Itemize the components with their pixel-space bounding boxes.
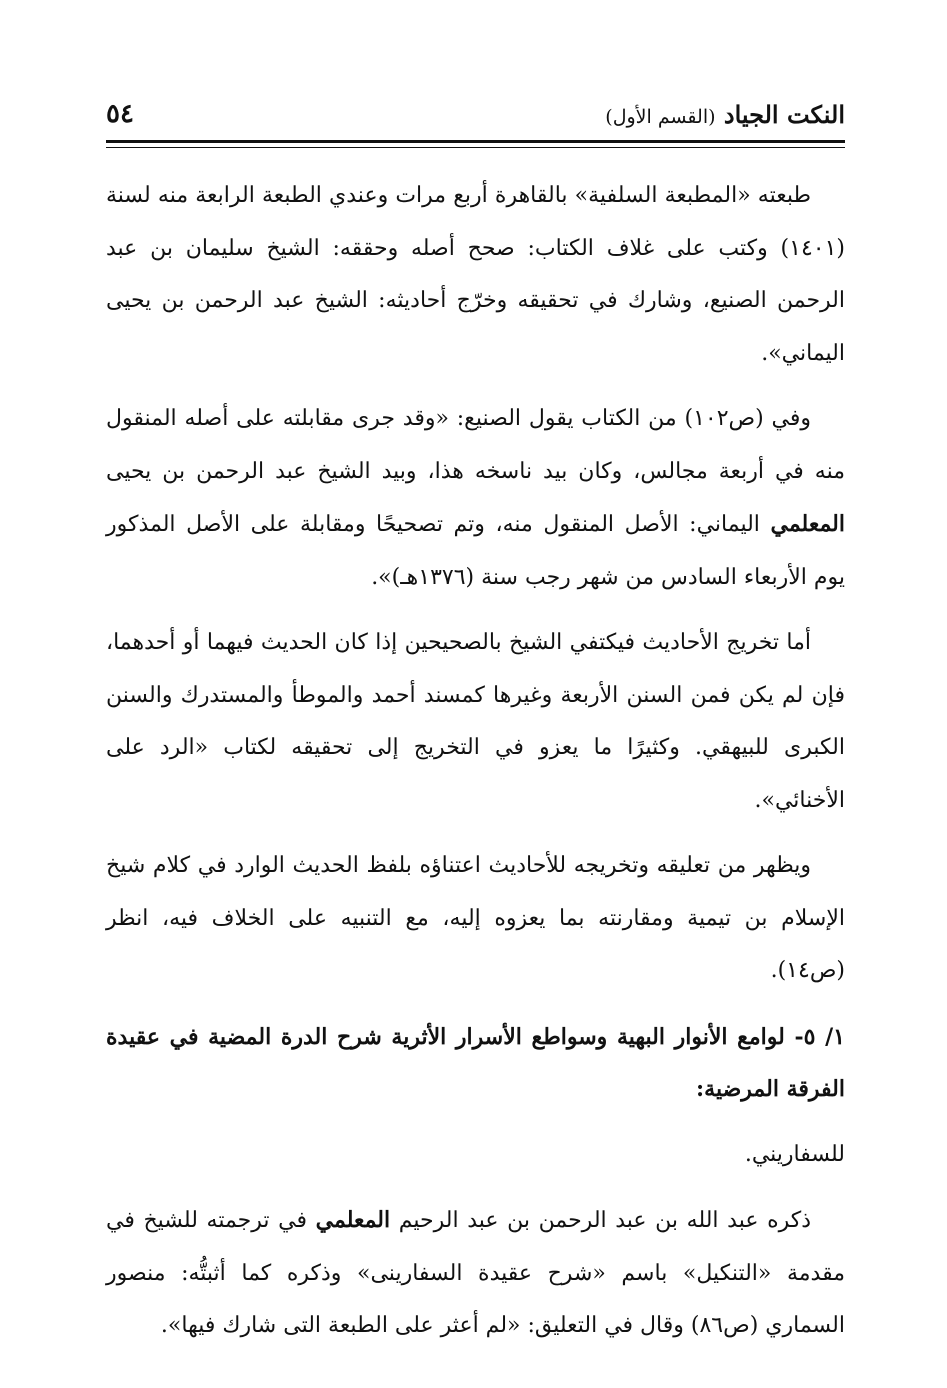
section-heading xyxy=(106,1011,845,1116)
paragraph-text: ذكره عبد الله بن عبد الرحمن بن عبد الرحيم xyxy=(398,1208,812,1233)
bold-name: المعلمي xyxy=(315,1207,391,1233)
page-header xyxy=(106,94,845,134)
section-author xyxy=(106,1129,845,1182)
paragraph-text: ويظهر من تعليقه وتخريجه للأحاديث اعتناؤه بلفظ الحديث الوارد في كلام شيخ الإسلام بن تيمية ومقارنته بما يعزوه إليه، مع التنبيه على الخلاف فيه، انظر (ص١٤). xyxy=(106,853,845,983)
page-body xyxy=(106,170,845,1366)
running-title xyxy=(605,100,845,129)
header-rule-thick xyxy=(106,140,845,143)
paragraph-commentary xyxy=(106,840,845,998)
paragraph-text: أما تخريج الأحاديث فيكتفي الشيخ بالصحيحين إذا كان الحديث فيهما أو أحدهما، فإن لم يكن فمن السنن الأربعة وغيرها كمسند أحمد والموطأ والمستدرك والسنن الكبرى للبيهقي. وكثيرًا ما يعزو في التخريج إلى تحقيقه لكتاب «الرد على الأخنائي». xyxy=(106,630,845,813)
author-text: للسفاريني. xyxy=(744,1141,845,1167)
paragraph-text: وفي (ص١٠٢) من الكتاب يقول الصنيع: «وقد جرى مقابلته على أصله المنقول منه في أربعة مجالس، وكان بيد ناسخه هذا، وبيد الشيخ عبد الرحمن بن يحيى xyxy=(106,406,845,484)
paragraph-text: في ترجمته للشيخ في مقدمة «التنكيل» باسم «شرح عقيدة السفارينى» وذكره كما أثبتُّه: منصور السماري (ص٨٦) وقال في التعليق: «لم أعثر على الطبعة التى شارك فيها». xyxy=(106,1208,845,1338)
paragraph-mention xyxy=(106,1194,845,1353)
paragraph-text: طبعته «المطبعة السلفية» بالقاهرة أربع مرات وعندي الطبعة الرابعة منه لسنة (١٤٠١) وكتب على غلاف الكتاب: صحح أصله وحققه: الشيخ سليمان بن عبد الرحمن الصنيع، وشارك في تحقيقه وخرّج أحاديثه: الشيخ عبد الرحمن بن يحيى اليماني». xyxy=(106,183,845,366)
section-heading-text: ١/ ٥- لوامع الأنوار البهية وسواطع الأسرار الأثرية شرح الدرة المضية في عقيدة الفرقة المرضية: xyxy=(106,1023,845,1102)
page-number: ٥٤ xyxy=(106,99,134,129)
book-title: النكت الجياد xyxy=(723,99,845,129)
header-rule-thin xyxy=(106,147,845,148)
paragraph-edition xyxy=(106,170,845,380)
bold-name: المعلمي xyxy=(770,511,845,537)
book-part: (القسم الأول) xyxy=(605,105,716,128)
paragraph-collation xyxy=(106,393,845,604)
paragraph-text: اليماني: الأصل المنقول منه، وتم تصحيحًا ومقابلة على الأصل المذكور يوم الأربعاء السادس من شهر رجب سنة (١٣٧٦هـ)». xyxy=(106,512,845,590)
paragraph-takhrij xyxy=(106,617,845,827)
